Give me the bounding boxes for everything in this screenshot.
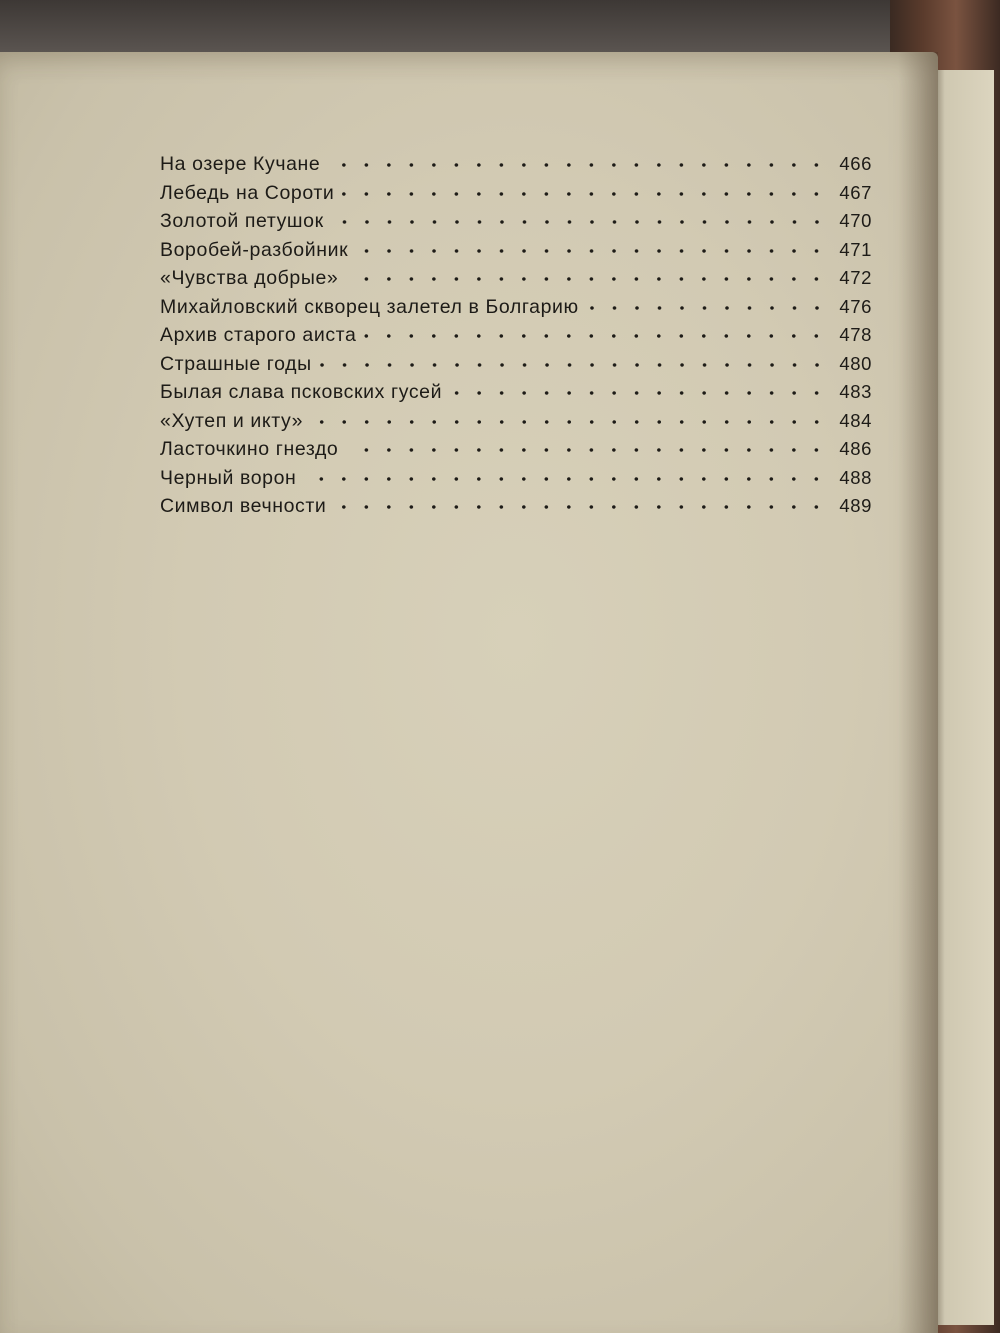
dot-leader	[587, 293, 828, 313]
toc-entry-page: 467	[839, 181, 872, 203]
toc-entry	[160, 207, 872, 236]
toc-entry-page: 470	[839, 210, 872, 231]
toc-entry-page: 484	[839, 409, 872, 431]
toc-entry-page: 488	[839, 466, 872, 488]
dot-leader	[356, 236, 828, 256]
dot-leader	[304, 464, 828, 484]
dot-leader	[328, 150, 828, 170]
dot-leader	[320, 350, 828, 370]
toc-entry-title: Лебедь на Сороти	[160, 181, 335, 204]
toc-entry-page: 489	[839, 495, 872, 516]
toc-entry	[160, 378, 872, 407]
toc-entry-title: Ласточкино гнездо	[160, 438, 339, 460]
dot-leader	[364, 321, 828, 341]
dot-leader	[332, 207, 828, 227]
toc-entry	[160, 435, 872, 464]
toc-entry-title: Архив старого аиста	[160, 324, 357, 346]
toc-entry-page: 472	[839, 267, 872, 288]
dot-leader	[346, 435, 828, 455]
dot-leader	[346, 264, 828, 284]
toc-entry	[160, 492, 872, 521]
toc-entry	[160, 464, 872, 493]
right-page	[933, 70, 994, 1325]
dot-leader	[311, 407, 828, 427]
toc-entry	[160, 350, 872, 379]
toc-entry-title: Михайловский скворец залетел в Болгарию	[160, 295, 579, 318]
toc-entry	[160, 407, 872, 436]
dot-leader	[450, 378, 828, 398]
toc-entry	[160, 236, 872, 265]
toc-entry	[160, 179, 872, 208]
toc-entry-title: На озере Кучане	[160, 153, 321, 175]
dot-leader	[342, 179, 828, 199]
toc-entry-title: «Хутеп и икту»	[160, 409, 304, 432]
toc-entry-title: Былая слава псковских гусей	[160, 381, 443, 403]
toc-entry-title: Страшные годы	[160, 352, 312, 375]
toc-entry-title: Воробей-разбойник	[160, 238, 349, 261]
dot-leader	[334, 492, 828, 512]
table-of-contents	[160, 150, 872, 521]
toc-entry	[160, 264, 872, 293]
toc-entry	[160, 150, 872, 179]
toc-entry-page: 466	[839, 153, 872, 174]
toc-entry	[160, 293, 872, 322]
toc-entry-title: Черный ворон	[160, 466, 297, 489]
toc-entry-page: 476	[839, 295, 872, 317]
toc-entry-page: 483	[839, 381, 872, 402]
toc-entry-page: 486	[839, 438, 872, 459]
toc-entry-title: Символ вечности	[160, 495, 327, 517]
toc-entry-page: 478	[839, 324, 872, 345]
toc-entry	[160, 321, 872, 350]
toc-entry-title: «Чувства добрые»	[160, 267, 339, 289]
toc-entry-page: 471	[839, 238, 872, 260]
toc-entry-title: Золотой петушок	[160, 210, 324, 232]
background-surface	[0, 0, 1000, 52]
toc-entry-page: 480	[839, 352, 872, 374]
